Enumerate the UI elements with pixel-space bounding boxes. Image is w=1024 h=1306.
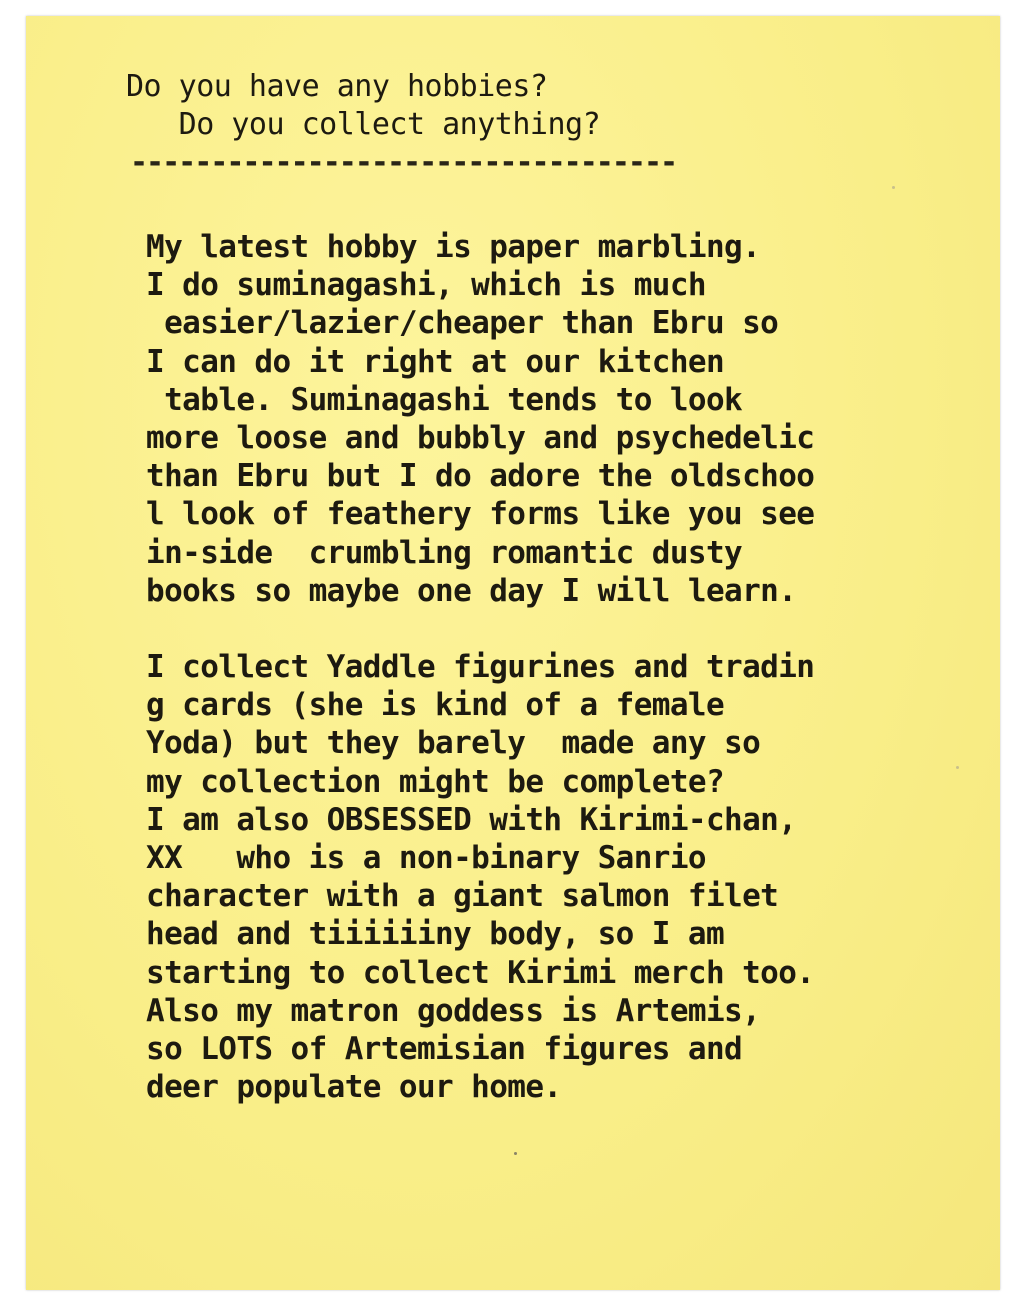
answer-line: than Ebru but I do adore the oldschoo	[146, 458, 815, 495]
answer-line: in-side crumbling romantic dusty	[146, 534, 743, 571]
answer-line: head and tiiiiiiny body, so I am	[146, 916, 725, 953]
paper-speck	[514, 1152, 517, 1155]
answer-line: I do suminagashi, which is much	[146, 267, 706, 304]
question-line-hobbies: Do you have any hobbies?	[126, 69, 548, 104]
paper-speck	[892, 186, 895, 189]
answer-line: more loose and bubbly and psychedelic	[146, 419, 815, 456]
index-card	[26, 16, 1000, 1290]
answer-line: I can do it right at our kitchen	[146, 343, 725, 380]
answer-line: my collection might be complete?	[146, 763, 725, 800]
paragraph-gap	[146, 610, 814, 648]
answer-line: deer populate our home.	[146, 1069, 562, 1106]
answer-line: table. Suminagashi tends to look	[146, 381, 743, 418]
answer-line: books so maybe one day I will learn.	[146, 572, 797, 609]
paper-speck	[956, 766, 959, 769]
question-prompt	[126, 68, 600, 144]
answer-text	[146, 228, 814, 1106]
answer-line: l look of feathery forms like you see	[146, 496, 815, 533]
answer-line: XX who is a non-binary Sanrio	[146, 840, 706, 876]
question-line-collect: Do you collect anything?	[126, 107, 601, 142]
answer-line: starting to collect Kirimi merch too.	[146, 954, 815, 991]
answer-line: g cards (she is kind of a female	[146, 687, 725, 724]
answer-line: Also my matron goddess is Artemis,	[146, 992, 761, 1029]
answer-line: easier/lazier/cheaper than Ebru so	[146, 305, 779, 342]
answer-line: I am also OBSESSED with Kirimi-chan,	[146, 801, 797, 838]
answer-line: I collect Yaddle figurines and tradin	[146, 649, 815, 686]
dashed-divider: ----------------------------------	[130, 145, 677, 180]
answer-line: My latest hobby is paper marbling.	[146, 229, 761, 265]
answer-line: character with a giant salmon filet	[146, 878, 779, 915]
answer-line: Yoda) but they barely made any so	[146, 725, 761, 762]
answer-line: so LOTS of Artemisian figures and	[146, 1030, 743, 1067]
